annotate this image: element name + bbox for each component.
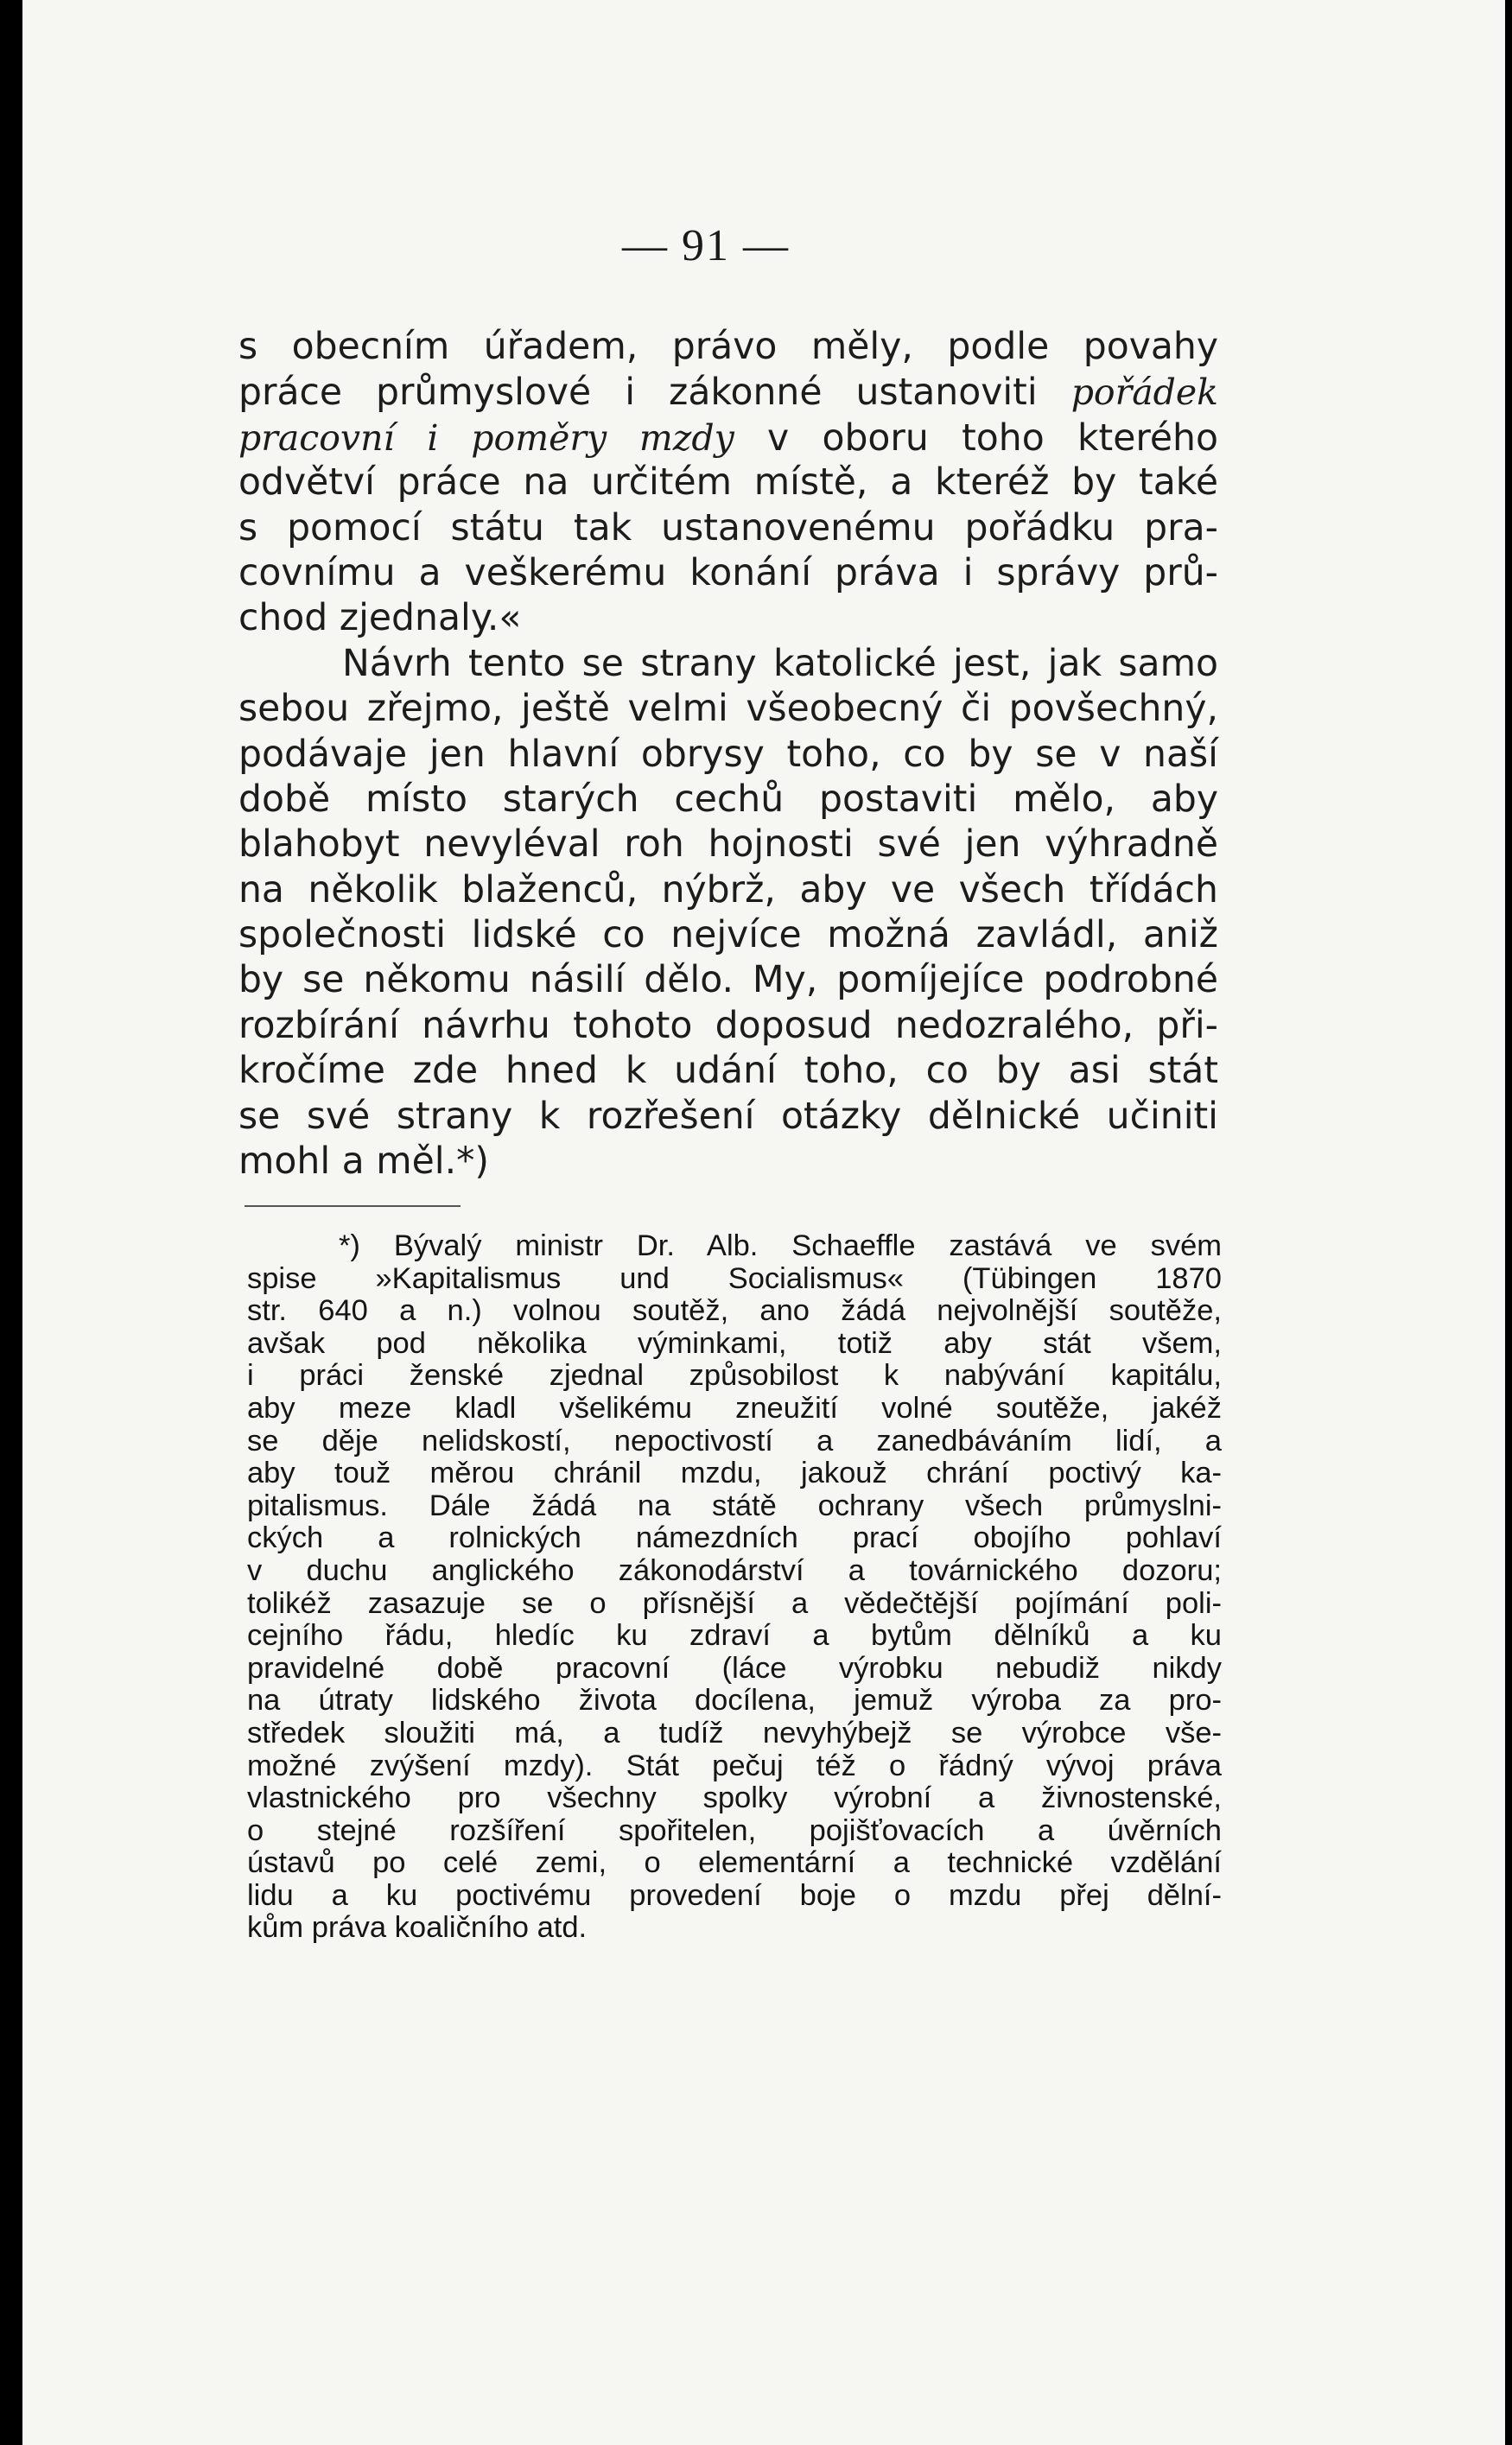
footnote-line: středek sloužiti má, a tudíž nevyhýbejž se výrobce vše-: [247, 1716, 1222, 1750]
footnote-line: tolikéž zasazuje se o přísnější a vědečtější pojímání poli-: [247, 1586, 1222, 1620]
body-line: odvětví práce na určitém místě, a kteréž by také: [238, 461, 1218, 505]
italic-term: pracovní i poměry mzdy: [238, 416, 734, 459]
footnote-line: spise »Kapitalismus und Socialismus« (Tübingen 1870: [247, 1261, 1222, 1295]
body-line: rozbírání návrhu tohoto doposud nedozralého, při-: [238, 1004, 1218, 1047]
body-line: sebou zřejmo, ještě velmi všeobecný či povšechný,: [238, 688, 1218, 731]
paragraph-start: Návrh tento se strany katolické jest, jak samo: [342, 642, 1218, 685]
body-line: s obecním úřadem, právo měly, podle povahy: [238, 326, 1218, 368]
footnote-line: aby meze kladl všelikému zneužití volné soutěže, jakéž: [247, 1391, 1222, 1425]
main-text: [238, 325, 1218, 1184]
body-line: na několik blaženců, nýbrž, aby ve všech třídách: [238, 868, 1218, 911]
body-line: chod zjednaly.«: [238, 597, 522, 640]
footnote-line: avšak pod několika výminkami, totiž aby stát všem,: [247, 1326, 1222, 1360]
footnote-line: aby touž měrou chránil mzdu, jakouž chrání poctivý ka-: [247, 1457, 1222, 1490]
body-line-text: práce průmyslové i zákonné ustanoviti: [238, 372, 1038, 415]
footnote-line: na útraty lidského života docílena, jemuž výroba za pro-: [247, 1684, 1222, 1718]
body-line: se své strany k rozřešení otázky dělnické učiniti: [238, 1095, 1218, 1138]
footnote-line: ústavů po celé zemi, o elementární a technické vzdělání: [247, 1846, 1222, 1880]
footnote-line: kům práva koaličního atd.: [247, 1911, 588, 1945]
footnote-line: ckých a rolnických námezdních prací obojího pohlaví: [247, 1521, 1222, 1555]
footnote: [247, 1230, 1222, 1945]
footnote-line: *) Bývalý ministr Dr. Alb. Schaeffle zastává ve svém: [339, 1229, 1222, 1262]
italic-term: pořádek: [1070, 372, 1219, 414]
footnote-line: vlastnického pro všechny spolky výrobní a živnostenské,: [247, 1781, 1222, 1815]
body-line: blahobyt nevyléval roh hojnosti své jen výhradně: [238, 823, 1218, 867]
page-number: — 91 —: [622, 221, 790, 270]
body-line-text: v oboru toho kterého: [767, 416, 1218, 460]
footnote-line: i práci ženské zjednal způsobilost k nabývání kapitálu,: [247, 1359, 1222, 1393]
body-line: kročíme zde hned k udání toho, co by asi stát: [238, 1050, 1218, 1093]
body-line: době místo starých cechů postaviti mělo, aby: [238, 778, 1218, 821]
body-line: mohl a měl.*): [238, 1140, 489, 1184]
body-line: [238, 370, 1218, 415]
footnote-divider: [245, 1205, 461, 1207]
footnote-line: se děje nelidskostí, nepoctivostí a zanedbáváním lidí, a: [247, 1424, 1222, 1457]
body-line: podávaje jen hlavní obrysy toho, co by se v naší: [238, 733, 1218, 776]
body-line: covnímu a veškerému konání práva i správy prů-: [238, 551, 1218, 594]
body-line: s pomocí státu tak ustanovenému pořádku pra-: [238, 506, 1218, 549]
footnote-line: lidu a ku poctivému provedení boje o mzdu přej dělní-: [247, 1878, 1222, 1912]
footnote-line: pitalismus. Dále žádá na státě ochrany všech průmyslni-: [247, 1489, 1222, 1522]
footnote-line: cejního řádu, hledíc ku zdraví a bytům dělníků a ku: [247, 1619, 1222, 1653]
footnote-line: o stejné rozšíření spořitelen, pojišťovacích a úvěrních: [247, 1813, 1222, 1847]
body-line: společnosti lidské co nejvíce možná zavládl, aniž: [238, 914, 1218, 957]
body-line: by se někomu násilí dělo. My, pomíjejíce podrobné: [238, 959, 1218, 1002]
footnote-line: pravidelné době pracovní (láce výrobku nebudiž nikdy: [247, 1651, 1222, 1685]
footnote-line: v duchu anglického zákonodárství a továrnického dozoru;: [247, 1553, 1222, 1587]
body-line: [238, 416, 1218, 460]
footnote-line: str. 640 a n.) volnou soutěž, ano žádá nejvolnější soutěže,: [247, 1294, 1222, 1328]
footnote-line: možné zvýšení mzdy). Stát pečuj též o řádný vývoj práva: [247, 1749, 1222, 1782]
